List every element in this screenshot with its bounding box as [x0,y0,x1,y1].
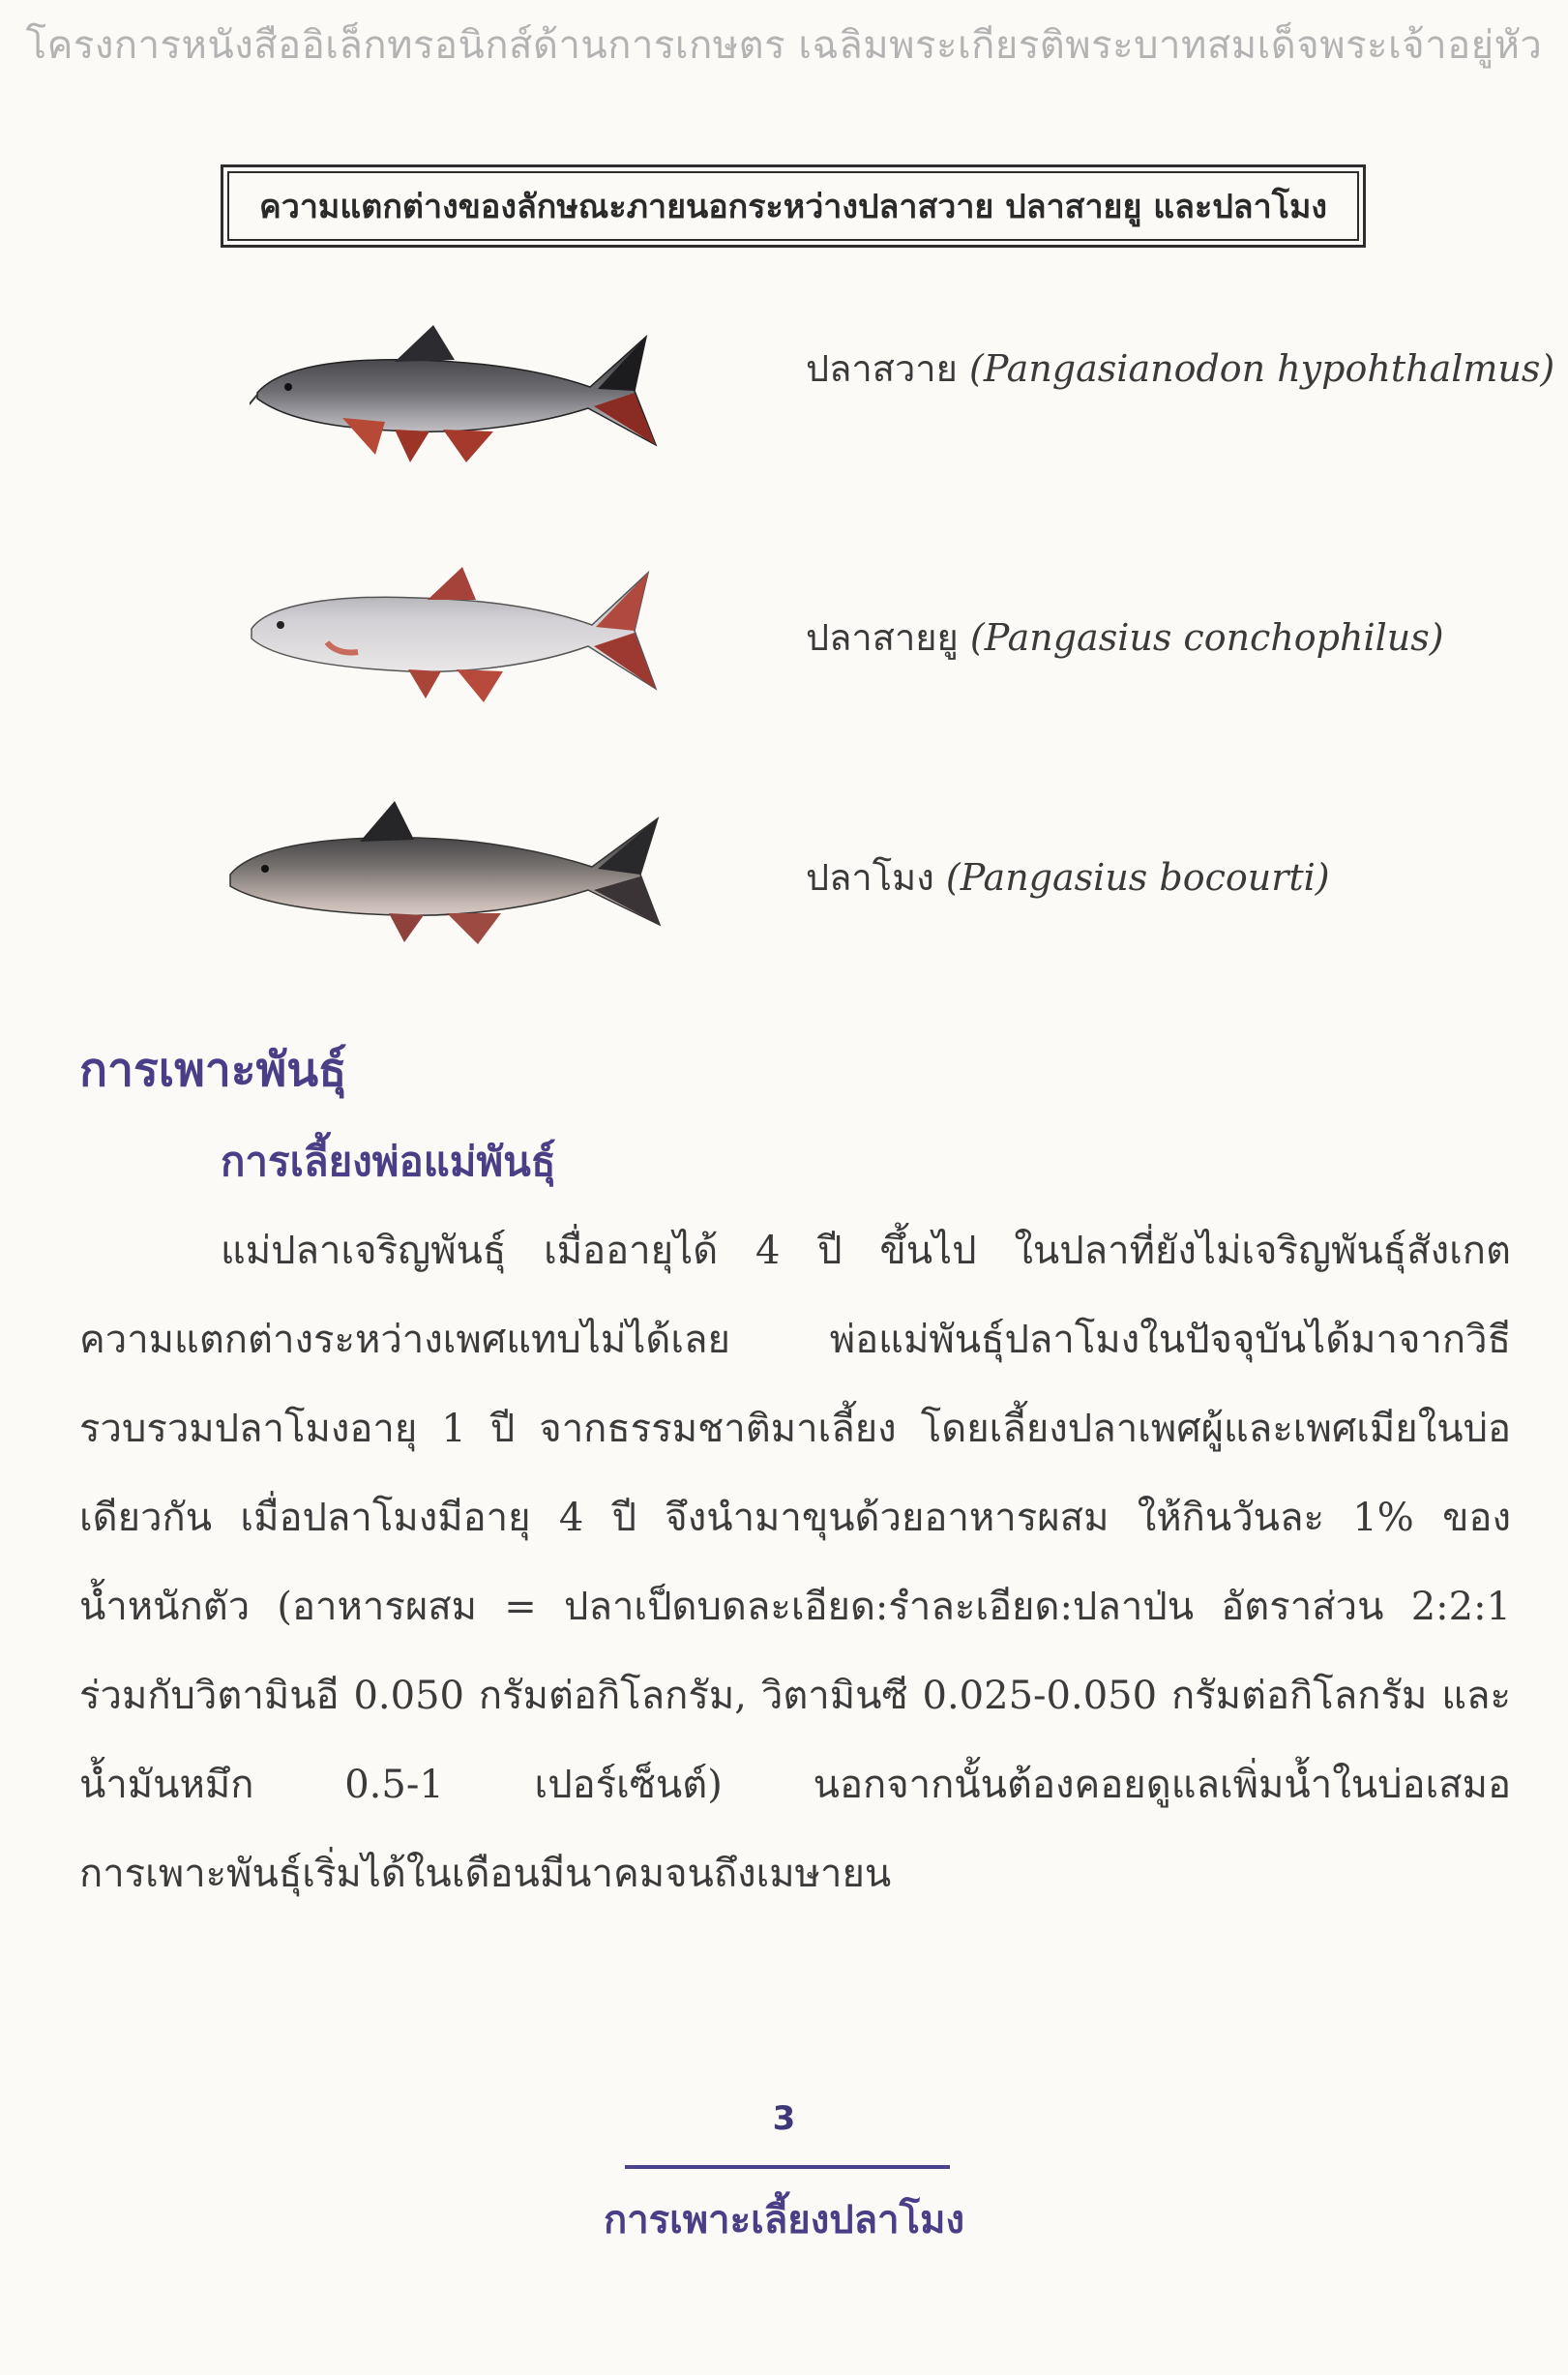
paragraph-line: ร่วมกับวิตามินอี 0.050 กรัมต่อกิโลกรัม, วิตามินซี 0.025-0.050 กรัมต่อกิโลกรัม และ [79,1674,1511,1718]
fish-scientific-name [946,856,1330,899]
paren-open: ( [969,616,985,659]
paren-open: ( [945,856,961,899]
paren-close: ) [1429,616,1444,659]
fish-thai-name: ปลาสวาย [806,347,958,390]
section-heading: การเพาะพันธุ์ [79,1043,347,1097]
page-number: 3 [772,2099,796,2138]
scientific-name-text: Pangasius bocourti [960,856,1316,899]
fish-scientific-name [969,347,1554,390]
paren-close: ) [1315,856,1330,899]
fish-image-mong [224,797,679,962]
fish-caption-swai [806,339,1554,398]
comparison-title: ความแตกต่างของลักษณะภายนอกระหว่างปลาสวาย ปลาสายยู และปลาโมง [227,171,1359,241]
fish-caption-sai-yu [806,608,1444,667]
paren-close: ) [1540,347,1555,390]
fish-thai-name: ปลาโมง [806,856,934,899]
paragraph-line: การเพาะพันธุ์เริ่มได้ในเดือนมีนาคมจนถึงเมษายน [79,1852,892,1896]
footer-divider [625,2165,950,2169]
scientific-name-text: Pangasianodon hypohthalmus [983,347,1541,390]
paragraph-line: น้ำมันหมึก 0.5-1 เปอร์เซ็นต์) นอกจากนั้นต้องคอยดูแลเพิ่มน้ำในบ่อเสมอ [79,1763,1511,1807]
fish-caption-mong [806,847,1330,906]
paragraph-line: ความแตกต่างระหว่างเพศแทบไม่ได้เลย พ่อแม่พันธุ์ปลาโมงในปัจจุบันได้มาจากวิธี [79,1318,1511,1362]
paragraph-line: เดียวกัน เมื่อปลาโมงมีอายุ 4 ปี จึงนำมาขุนด้วยอาหารผสม ให้กินวันละ 1% ของ [79,1496,1511,1540]
fish-scientific-name [970,616,1444,659]
fish-image-sai-yu [244,553,679,718]
footer-book-title: การเพาะเลี้ยงปลาโมง [603,2198,965,2242]
scientific-name-text: Pangasius conchophilus [984,616,1430,659]
fish-image-swai [250,310,675,484]
paren-open: ( [968,347,984,390]
paragraph-line: แม่ปลาเจริญพันธุ์ เมื่ออายุได้ 4 ปี ขึ้นไป ในปลาที่ยังไม่เจริญพันธุ์สังเกต [221,1229,1511,1273]
sub-heading: การเลี้ยงพ่อแม่พันธุ์ [221,1138,556,1185]
running-header: โครงการหนังสืออิเล็กทรอนิกส์ด้านการเกษตร เฉลิมพระเกียรติพระบาทสมเด็จพระเจ้าอยู่หัว [25,23,1543,68]
fish-thai-name: ปลาสายยู [806,616,959,659]
comparison-title-box [221,164,1366,248]
paragraph-line: น้ำหนักตัว (อาหารผสม = ปลาเป็ดบดละเอียด:รำละเอียด:ปลาป่น อัตราส่วน 2:2:1 [79,1585,1511,1629]
paragraph-line: รวบรวมปลาโมงอายุ 1 ปี จากธรรมชาติมาเลี้ยง โดยเลี้ยงปลาเพศผู้และเพศเมียในบ่อ [79,1407,1511,1451]
